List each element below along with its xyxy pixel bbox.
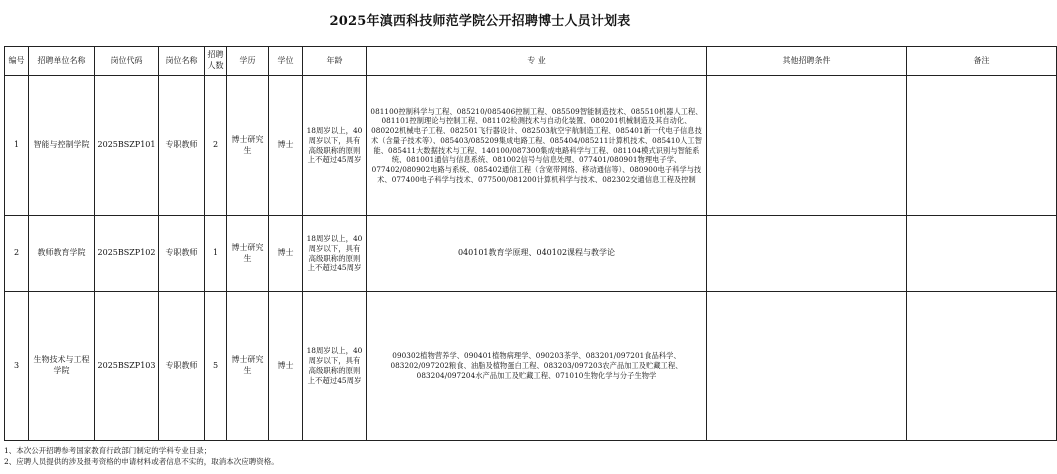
cell-edu: 博士研究生: [227, 216, 269, 292]
cell-age: 18周岁以上，40周岁以下，具有高级职称的原则上不超过45周岁: [303, 76, 367, 216]
cell-unit: 生物技术与工程学院: [29, 292, 95, 441]
header-major: 专 业: [367, 47, 707, 76]
cell-no: 3: [5, 292, 29, 441]
cell-degree: 博士: [269, 76, 303, 216]
table-header-row: [5, 47, 1057, 76]
cell-major: 040101教育学原理、040102课程与教学论: [367, 216, 707, 292]
header-edu: 学历: [227, 47, 269, 76]
cell-degree: 博士: [269, 292, 303, 441]
header-code: 岗位代码: [95, 47, 159, 76]
cell-other: [707, 76, 907, 216]
header-age: 年龄: [303, 47, 367, 76]
cell-edu: 博士研究生: [227, 76, 269, 216]
cell-count: 5: [205, 292, 227, 441]
cell-count: 1: [205, 216, 227, 292]
table-row: [5, 292, 1057, 441]
cell-code: 2025BSZP101: [95, 76, 159, 216]
cell-count: 2: [205, 76, 227, 216]
cell-post: 专职教师: [159, 292, 205, 441]
cell-age: 18周岁以上，40周岁以下，具有高级职称的原则上不超过45周岁: [303, 216, 367, 292]
footnotes: [4, 446, 279, 468]
footnote-1: 1、本次公开招聘参考国家教育行政部门制定的学科专业目录；: [4, 446, 212, 455]
cell-major: 090302植物营养学、090401植物病理学、090203茶学、083201/097201食品科学、083202/097202粮食、油脂及植物蛋白工程、083203/097203农产品加工及贮藏工程、083204/097204水产品加工及贮藏工程、071010生物化学与分子生物学: [367, 292, 707, 441]
cell-post: 专职教师: [159, 76, 205, 216]
cell-unit: 智能与控制学院: [29, 76, 95, 216]
footnote-2: 2、应聘人员提供的涉及报考资格的申请材料或者信息不实的，取消本次应聘资格。: [4, 456, 279, 466]
cell-major: 081100控制科学与工程、085210/085406控制工程、085509智能制造技术、085510机器人工程、081101控制理论与控制工程、081102检测技术与自动化装置、080201机械制造及其自动化、080202机械电子工程、082501飞行器设计、082503航空宇航制造工程、085401新一代电子信息技术（含量子技术等）、085403/085209集成电路工程、085404/085211计算机技术、085410人工智能、085411大数据技术与工程、140100/087300集成电路科学与工程、081104模式识别与智能系统、081001通信与信息系统、081002信号与信息处理、077401/080901物理电子学、077402/080902电路与系统、085402通信工程（含宽带网络、移动通信等）、080900电子科学与技术、077400电子科学与技术、077500/081200计算机科学与技术、082302交通信息工程及控制: [367, 76, 707, 216]
header-count: 招聘人数: [205, 47, 227, 76]
page-title: 2025年滇西科技师范学院公开招聘博士人员计划表: [329, 14, 631, 29]
header-remark: 备注: [907, 47, 1057, 76]
cell-no: 2: [5, 216, 29, 292]
table-row: [5, 216, 1057, 292]
cell-no: 1: [5, 76, 29, 216]
header-other: 其他招聘条件: [707, 47, 907, 76]
cell-remark: [907, 292, 1057, 441]
cell-other: [707, 216, 907, 292]
cell-remark: [907, 216, 1057, 292]
cell-degree: 博士: [269, 216, 303, 292]
cell-unit: 教师教育学院: [29, 216, 95, 292]
cell-code: 2025BSZP103: [95, 292, 159, 441]
cell-remark: [907, 76, 1057, 216]
header-degree: 学位: [269, 47, 303, 76]
header-unit: 招聘单位名称: [29, 47, 95, 76]
header-post: 岗位名称: [159, 47, 205, 76]
table-row: [5, 76, 1057, 216]
cell-code: 2025BSZP102: [95, 216, 159, 292]
header-no: 编号: [5, 47, 29, 76]
cell-age: 18周岁以上，40周岁以下，具有高级职称的原则上不超过45周岁: [303, 292, 367, 441]
recruitment-plan-table: [4, 46, 1057, 441]
cell-other: [707, 292, 907, 441]
cell-edu: 博士研究生: [227, 292, 269, 441]
cell-post: 专职教师: [159, 216, 205, 292]
